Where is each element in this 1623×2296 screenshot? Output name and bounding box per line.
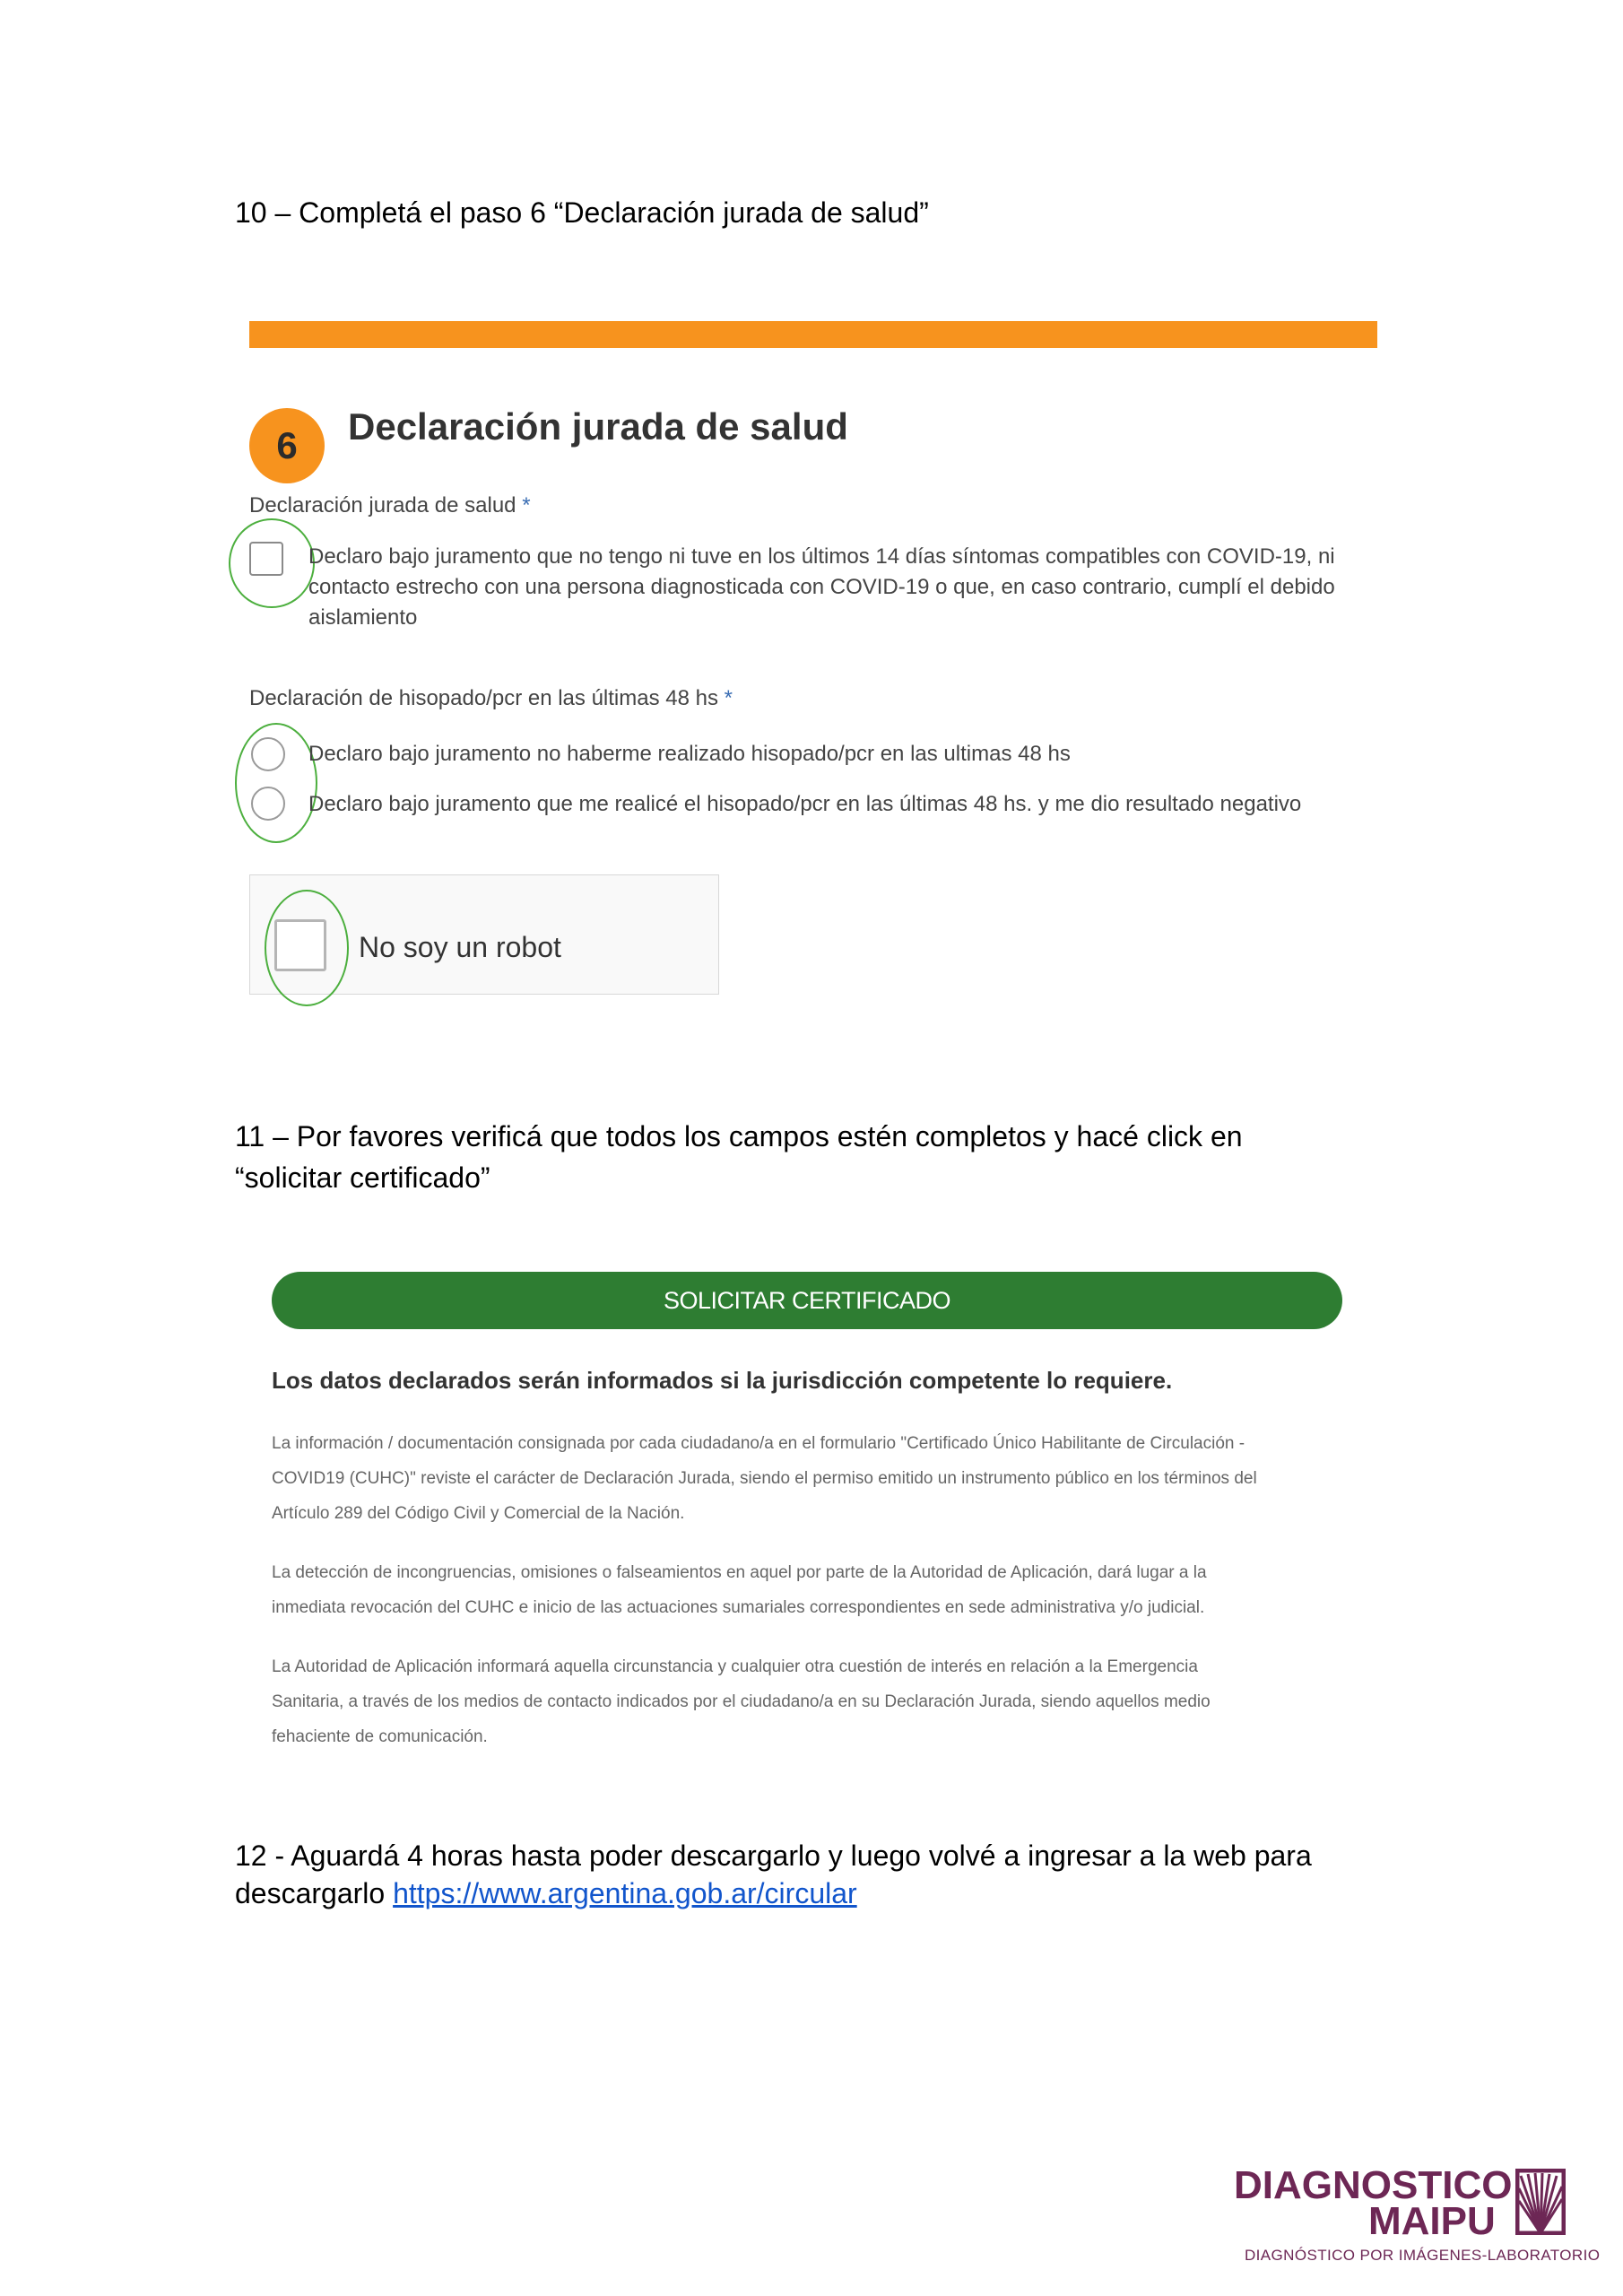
step-number-badge: 6 xyxy=(249,408,325,483)
swab-option-1-radio[interactable] xyxy=(251,737,285,771)
step-10-text: 10 – Completá el paso 6 “Declaración jurada de salud” xyxy=(235,196,929,229)
legal-paragraph-2: La detección de incongruencias, omisiones o falseamientos en aquel por parte de la Autoridad de Aplicación, dará lugar a la inmediata revocación del CUHC e inicio de las actuaciones sumariales correspondientes en sede administrativa y/o judicial. xyxy=(272,1563,1207,1617)
health-declaration-option-line3: aislamiento xyxy=(308,605,418,630)
health-declaration-option-line2: contacto estrecho con una persona diagnosticada con COVID-19 o que, en caso contrario, cumplí el debido xyxy=(308,575,1335,599)
health-declaration-checkbox[interactable] xyxy=(249,542,283,576)
swab-option-2-radio[interactable] xyxy=(251,787,285,821)
recaptcha-label: No soy un robot xyxy=(359,931,561,963)
logo-subtitle: DIAGNÓSTICO POR IMÁGENES-LABORATORIO xyxy=(1245,2247,1601,2264)
argentina-circular-link[interactable]: https://www.argentina.gob.ar/circular xyxy=(393,1877,857,1909)
health-declaration-option-line1: Declaro bajo juramento que no tengo ni tuve en los últimos 14 días síntomas compatibles con COVID-19, ni xyxy=(308,544,1335,569)
section-header-bar xyxy=(249,321,1377,348)
step-12-text-line2: descargarlo https://www.argentina.gob.ar/circular xyxy=(235,1877,857,1909)
logo-text-diagnostico: DIAGNOSTICO xyxy=(1234,2163,1513,2207)
legal-paragraph-1: La información / documentación consignada por cada ciudadano/a en el formulario "Certificado Único Habilitante de Circulación - COVID19 (CUHC)" reviste el carácter de Declaración Jurada, siendo el permiso emitido un instrumento público en los términos del Artículo 289 del Código Civil y Comercial de la Nación. xyxy=(272,1434,1257,1523)
logo-text-maipu: MAIPU xyxy=(1368,2199,1496,2243)
swab-option-2-label: Declaro bajo juramento que me realicé el hisopado/pcr en las últimas 48 hs. y me dio resultado negativo xyxy=(308,792,1302,816)
sunburst-square-icon xyxy=(1515,2169,1566,2235)
notice-title: Los datos declarados serán informados si la jurisdicción competente lo requiere. xyxy=(272,1367,1173,1394)
solicitar-certificado-button[interactable]: SOLICITAR CERTIFICADO xyxy=(272,1272,1342,1329)
swab-option-1-label: Declaro bajo juramento no haberme realizado hisopado/pcr en las ultimas 48 hs xyxy=(308,742,1071,766)
legal-paragraph-3: La Autoridad de Aplicación informará aquella circunstancia y cualquier otra cuestión de interés en relación a la Emergencia Sanitaria, a través de los medios de contacto indicados por el ciudadano/a en su Declaración Jurada, siendo aquellos medio fehaciente de comunicación. xyxy=(272,1657,1211,1746)
recaptcha-checkbox[interactable] xyxy=(274,919,326,971)
swab-declaration-label: Declaración de hisopado/pcr en las últimas 48 hs * xyxy=(249,686,733,710)
step-11-text-line1: 11 – Por favores verificá que todos los campos estén completos y hacé click en xyxy=(235,1120,1243,1152)
section-title: Declaración jurada de salud xyxy=(348,405,848,448)
health-declaration-label: Declaración jurada de salud * xyxy=(249,493,531,517)
step-11-text-line2: “solicitar certificado” xyxy=(235,1161,490,1194)
step-12-text-line1: 12 - Aguardá 4 horas hasta poder descargarlo y luego volvé a ingresar a la web para xyxy=(235,1839,1312,1872)
